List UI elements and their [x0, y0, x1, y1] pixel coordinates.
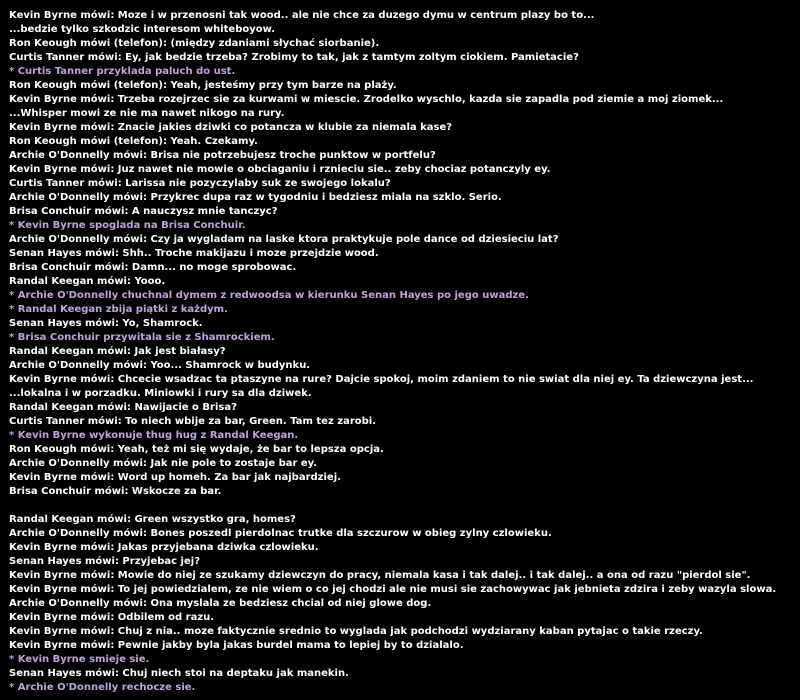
chat-line: Ron Keough mówi (telefon): Yeah, jesteśmy przy tym barze na plaży.: [9, 80, 397, 91]
chat-line: Kevin Byrne mówi: Jakas przyjebana dziwka czlowieku.: [9, 542, 319, 553]
chat-line: Kevin Byrne mówi: Trzeba rozejrzec sie za kurwami w miescie. Zrodelko wyschlo, kazda sie zapadla pod ziemie a moj ziomek...: [9, 94, 724, 105]
chat-line: Archie O'Donnelly mówi: Ona myslala ze bedziesz chcial od niej glowe dog.: [9, 598, 432, 609]
chat-action-line: * Archie O'Donnelly rechocze sie.: [9, 682, 196, 693]
chat-line: Senan Hayes mówi: Yo, Shamrock.: [9, 318, 203, 329]
chat-action-line: * Kevin Byrne smieje sie.: [9, 654, 150, 665]
chat-line: Ron Keough mówi (telefon): (między zdaniami słychać siorbanie).: [9, 38, 380, 49]
chat-line: Kevin Byrne mówi: Juz nawet nie mowie o obciaganiu i rznieciu sie.. zeby chociaz potanczyly ey.: [9, 164, 551, 175]
chat-line: Senan Hayes mówi: Chuj niech stoi na deptaku jak manekin.: [9, 668, 349, 679]
chat-action-line: * Brisa Conchuir przywitala sie z Shamrockiem.: [9, 332, 275, 343]
chat-line: Curtis Tanner mówi: Larissa nie pozyczylaby suk ze swojego lokalu?: [9, 178, 391, 189]
chat-line: Kevin Byrne mówi: Znacie jakies dziwki co potancza w klubie za niemala kase?: [9, 122, 453, 133]
chat-line: Randal Keegan mówi: Yooo.: [9, 276, 166, 287]
chat-line: Kevin Byrne mówi: Mowie do niej ze szukamy dziewczyn do pracy, niemala kasa i tak dalej.. i tak dalej.. a ona od razu "pierdol sie".: [9, 570, 751, 581]
chat-line: ...lokalna i w porzadku. Miniowki i rury sa dla dziwek.: [9, 388, 312, 399]
chat-line: Kevin Byrne mówi: Odbilem od razu.: [9, 612, 215, 623]
chat-line: ...bedzie tylko szkodzic interesom whiteboyow.: [9, 24, 276, 35]
chat-line: Curtis Tanner mówi: To niech wbije za bar, Green. Tam tez zarobi.: [9, 416, 377, 427]
chat-line: Randal Keegan mówi: Nawijacie o Brisa?: [9, 402, 237, 413]
chat-action-line: * Archie O'Donnelly chuchnal dymem z redwoodsa w kierunku Senan Hayes po jego uwadze.: [9, 290, 529, 301]
chat-line: Kevin Byrne mówi: Chcecie wsadzac ta ptaszyne na rure? Dajcie spokoj, moim zdaniem to nie swiat dla niej ey. Ta dziewczyna jest...: [9, 374, 754, 385]
chat-line: ...Whisper mowi ze nie ma nawet nikogo na rury.: [9, 108, 285, 119]
chat-line: Archie O'Donnelly mówi: Przykrec dupa raz w tygodniu i bedziesz miala na szklo. Serio.: [9, 192, 502, 203]
chat-line: Senan Hayes mówi: Przyjebac jej?: [9, 556, 200, 567]
chat-line: Randal Keegan mówi: Green wszystko gra, homes?: [9, 514, 296, 525]
chat-action-line: * Curtis Tanner przyklada paluch do ust.: [9, 66, 236, 77]
chat-line: Archie O'Donnelly mówi: Brisa nie potrzebujesz troche punktow w portfelu?: [9, 150, 436, 161]
chat-action-line: * Randal Keegan zbija piątki z każdym.: [9, 304, 228, 315]
chat-line: Randal Keegan mówi: Jak jest białasy?: [9, 346, 226, 357]
chat-line: Archie O'Donnelly mówi: Jak nie pole to zostaje bar ey.: [9, 458, 318, 469]
chat-line: Kevin Byrne mówi: To jej powiedzialem, ze nie wiem o co jej chodzi ale nie musi sie zachowywac jak jebnieta zdzira i zeby wazyla slowa.: [9, 584, 777, 595]
chat-blank-line: [9, 499, 794, 513]
chat-line: Senan Hayes mówi: Shh.. Troche makijazu i moze przejdzie wood.: [9, 248, 379, 259]
chat-line: Brisa Conchuir mówi: A nauczysz mnie tanczyc?: [9, 206, 278, 217]
chat-line: Curtis Tanner mówi: Ey, jak bedzie trzeba? Zrobimy to tak, jak z tamtym zoltym ciokiem. Pamietacie?: [9, 52, 579, 63]
chat-line: Kevin Byrne mówi: Word up homeh. Za bar jak najbardziej.: [9, 472, 341, 483]
chat-line: Archie O'Donnelly mówi: Czy ja wygladam na laske ktora praktykuje pole dance od dziesieciu lat?: [9, 234, 559, 245]
chat-line: Brisa Conchuir mówi: Wskocze za bar.: [9, 486, 222, 497]
chat-line: Ron Keough mówi (telefon): Yeah. Czekamy.: [9, 136, 258, 147]
chat-line: Kevin Byrne mówi: Chuj z nia.. moze faktycznie srednio to wyglada jak podchodzi wydziarany kaban pytajac o takie rzeczy.: [9, 626, 703, 637]
chat-line: Archie O'Donnelly mówi: Yoo... Shamrock w budynku.: [9, 360, 311, 371]
chat-line: Kevin Byrne mówi: Pewnie jakby byla jakas burdel mama to lepiej by to dzialalo.: [9, 640, 464, 651]
chat-line: Archie O'Donnelly mówi: Bones poszedl pierdolnac trutke dla szczurow w obieg zylny czlowieku.: [9, 528, 552, 539]
chat-line: Brisa Conchuir mówi: Damn... no moge sprobowac.: [9, 262, 297, 273]
chat-line: Kevin Byrne mówi: Moze i w przenosni tak wood.. ale nie chce za duzego dymu w centrum plazy bo to...: [9, 10, 595, 21]
chat-action-line: * Kevin Byrne spoglada na Brisa Conchuir.: [9, 220, 246, 231]
chat-action-line: * Kevin Byrne wykonuje thug hug z Randal Keegan.: [9, 430, 299, 441]
chat-log: [9, 9, 794, 695]
chat-line: Ron Keough mówi: Yeah, też mi się wydaje, że bar to lepsza opcja.: [9, 444, 384, 455]
